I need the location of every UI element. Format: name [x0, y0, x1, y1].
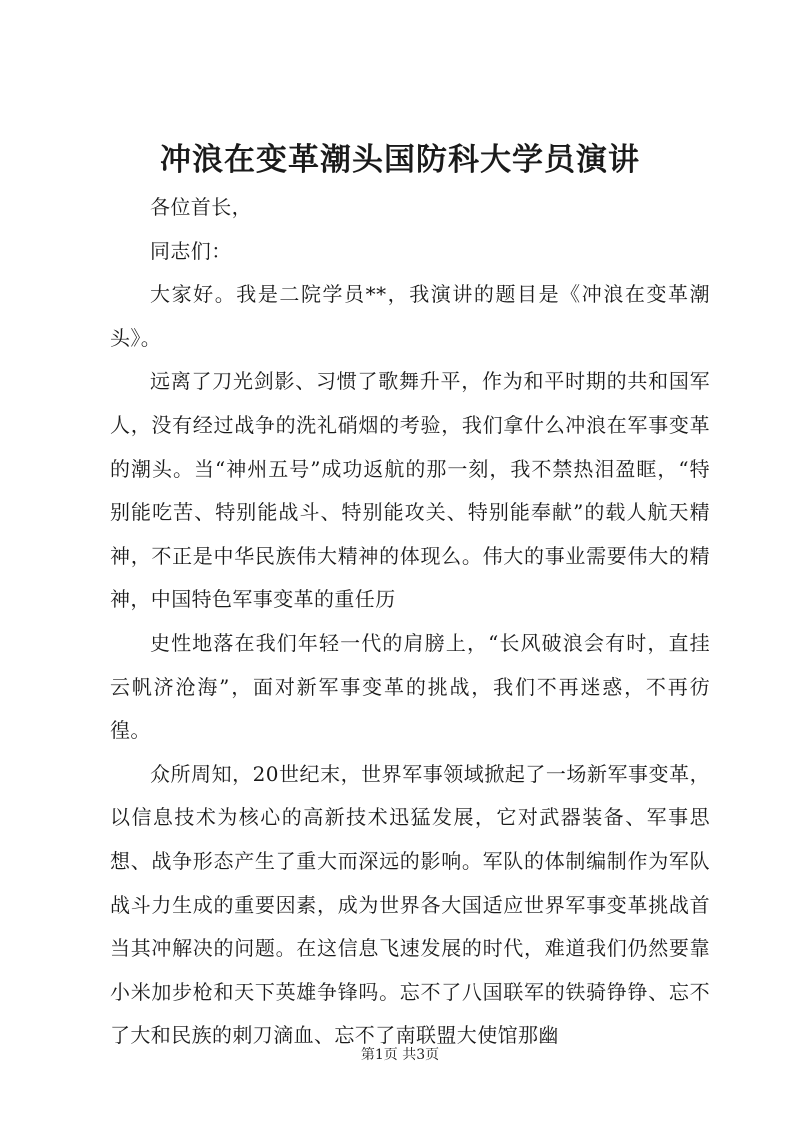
paragraph-salutation-comrades: 同志们： [150, 238, 232, 263]
paragraph-military-revolution: 众所周知，20世纪末，世界军事领域掀起了一场新军事变革，以信息技术为核心的高新技术迅猛发展，它对武器装备、军事思想、战争形态产生了重大而深远的影响。军队的体制编制作为军队战斗力生成的重要因素，成为世界各大国适应世界军事变革挑战首当其冲解决的问题。在这信息飞速发展的时代，难道我们仍然要靠小米加步枪和天下英雄争锋吗。忘不了八国联军的铁骑铮铮、忘不了大和民族的刺刀滴血、忘不了南联盟大使馆那幽 [110, 761, 710, 1048]
paragraph-salutation-leaders: 各位首长， [150, 195, 252, 219]
document-title: 冲浪在变革潮头国防科大学员演讲 [160, 142, 640, 178]
document-body [110, 186, 710, 1058]
paragraph-spirit: 远离了刀光剑影、习惯了歌舞升平，作为和平时期的共和国军人，没有经过战争的洗礼硝烟的考验，我们拿什么冲浪在军事变革的潮头。当“神州五号”成功返航的那一刻，我不禁热泪盈眶，“特别能吃苦、特别能战斗、特别能攻关、特别能奉献”的载人航天精神，不正是中华民族伟大精神的体现么。伟大的事业需要伟大的精神，中国特色军事变革的重任历 [110, 369, 710, 612]
paragraph-introduction: 大家好。我是二院学员**，我演讲的题目是《冲浪在变革潮头》。 [110, 282, 710, 350]
paragraph-mission: 史性地落在我们年轻一代的肩膀上，“长风破浪会有时，直挂云帆济沧海”，面对新军事变革的挑战，我们不再迷惑，不再彷徨。 [110, 630, 710, 743]
page-number-footer: 第1页 共3页 [360, 1047, 440, 1063]
